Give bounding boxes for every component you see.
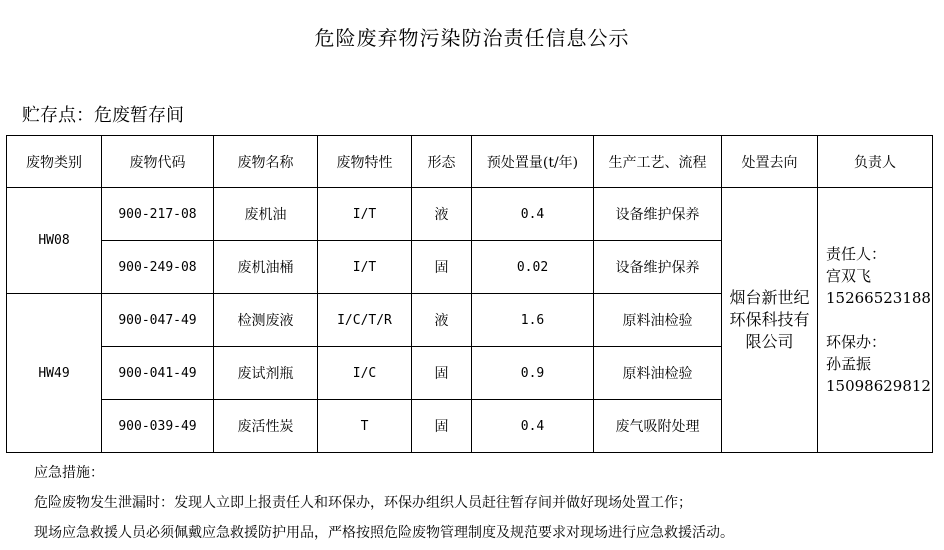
code-cell: 900-249-08 bbox=[102, 241, 214, 294]
notes-line: 现场应急救援人员必须佩戴应急救援防护用品，严格按照危险废物管理制度及规范要求对现场进行应急救援活动。 bbox=[34, 525, 734, 541]
amount-cell: 0.4 bbox=[472, 400, 594, 453]
name-cell: 检测废液 bbox=[214, 294, 318, 347]
name-cell: 废试剂瓶 bbox=[214, 347, 318, 400]
responsible-phone: 15266523188 bbox=[826, 289, 931, 307]
waste-info-table bbox=[6, 135, 933, 453]
code-cell: 900-047-49 bbox=[102, 294, 214, 347]
name-cell: 废活性炭 bbox=[214, 400, 318, 453]
form-cell: 固 bbox=[412, 400, 472, 453]
header-cell: 废物名称 bbox=[214, 136, 318, 188]
form-cell: 固 bbox=[412, 347, 472, 400]
responsible-name: 宫双飞 bbox=[826, 267, 872, 285]
property-cell: I/T bbox=[318, 188, 412, 241]
header-row bbox=[7, 136, 933, 188]
header-cell: 废物代码 bbox=[102, 136, 214, 188]
name-cell: 废机油桶 bbox=[214, 241, 318, 294]
notes-heading: 应急措施： bbox=[34, 465, 104, 481]
name-cell: 废机油 bbox=[214, 188, 318, 241]
code-cell: 900-041-49 bbox=[102, 347, 214, 400]
header-cell: 预处置量(t/年) bbox=[472, 136, 594, 188]
category-cell: HW49 bbox=[7, 294, 102, 453]
property-cell: I/T bbox=[318, 241, 412, 294]
amount-cell: 1.6 bbox=[472, 294, 594, 347]
amount-cell: 0.02 bbox=[472, 241, 594, 294]
amount-cell: 0.4 bbox=[472, 188, 594, 241]
storage-location: 贮存点：危废暂存间 bbox=[22, 105, 184, 126]
responsible-label: 责任人： bbox=[826, 245, 887, 263]
form-cell: 液 bbox=[412, 294, 472, 347]
header-cell: 处置去向 bbox=[722, 136, 818, 188]
form-cell: 液 bbox=[412, 188, 472, 241]
amount-cell: 0.9 bbox=[472, 347, 594, 400]
process-cell: 设备维护保养 bbox=[594, 188, 722, 241]
category-cell: HW08 bbox=[7, 188, 102, 294]
code-cell: 900-039-49 bbox=[102, 400, 214, 453]
header-cell: 废物特性 bbox=[318, 136, 412, 188]
header-cell: 生产工艺、流程 bbox=[594, 136, 722, 188]
notes-line: 危险废物发生泄漏时：发现人立即上报责任人和环保办，环保办组织人员赶往暂存间并做好现场处置工作； bbox=[34, 495, 692, 511]
header-cell: 废物类别 bbox=[7, 136, 102, 188]
page-title: 危险废弃物污染防治责任信息公示 bbox=[314, 26, 630, 50]
header-cell: 负责人 bbox=[818, 136, 933, 188]
process-cell: 废气吸附处理 bbox=[594, 400, 722, 453]
property-cell: T bbox=[318, 400, 412, 453]
table-row bbox=[7, 188, 933, 241]
property-cell: I/C bbox=[318, 347, 412, 400]
process-cell: 原料油检验 bbox=[594, 294, 722, 347]
emergency-notes bbox=[34, 458, 734, 548]
form-cell: 固 bbox=[412, 241, 472, 294]
process-cell: 设备维护保养 bbox=[594, 241, 722, 294]
code-cell: 900-217-08 bbox=[102, 188, 214, 241]
process-cell: 原料油检验 bbox=[594, 347, 722, 400]
property-cell: I/C/T/R bbox=[318, 294, 412, 347]
responsible-cell bbox=[818, 188, 933, 453]
header-cell: 形态 bbox=[412, 136, 472, 188]
disposal-cell: 烟台新世纪环保科技有限公司 bbox=[722, 188, 818, 453]
env-office-phone: 15098629812 bbox=[826, 377, 931, 395]
env-office-name: 孙孟振 bbox=[826, 355, 872, 373]
env-office-label: 环保办： bbox=[826, 333, 887, 351]
